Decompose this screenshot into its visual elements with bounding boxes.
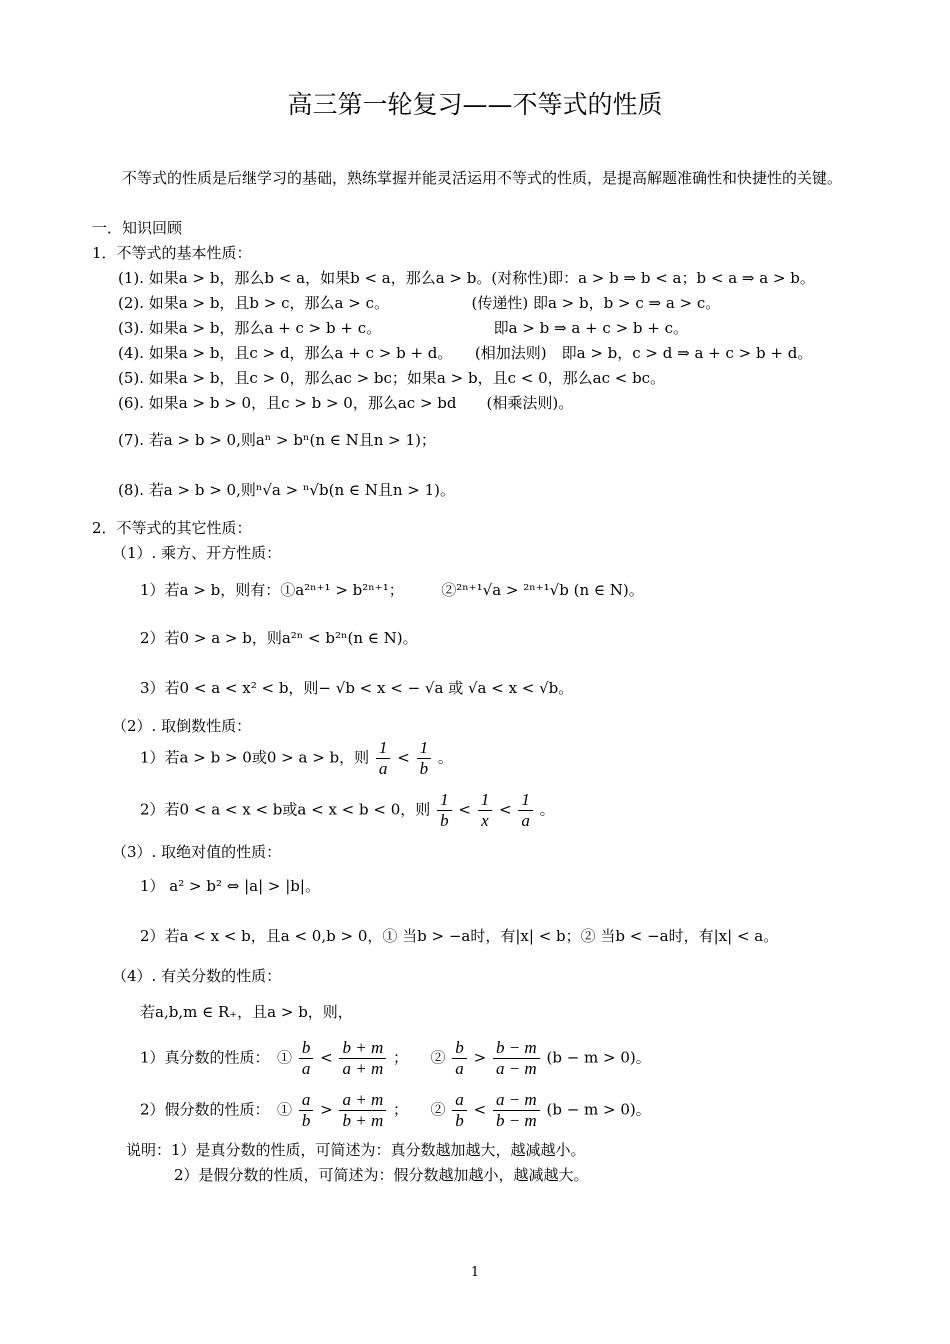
fraction: $\frac{1}{a}$ [376, 738, 391, 779]
fraction: $\frac{a}{b}$ [299, 1090, 314, 1131]
text: 1）真分数的性质： ① [140, 1048, 293, 1067]
power-root-3: 3）若0 < a < x² < b，则− √b < x < − √a 或 √a < x < √b。 [140, 679, 574, 697]
operator: < [397, 748, 410, 767]
fraction: $\frac{1}{x}$ [478, 790, 493, 831]
note-line-1: 说明：1）是真分数的性质，可简述为：真分数越加越大，越减越小。 [126, 1141, 586, 1159]
fraction: $\frac{a - m}{b - m}$ [493, 1090, 540, 1131]
property-1: (1). 如果a > b，那么b < a，如果b < a，那么a > b。(对称性)即：a > b ⇒ b < a；b < a ⇒ a > b。 [118, 269, 815, 287]
text: 2）假分数的性质： ① [140, 1100, 293, 1119]
text: (b − m > 0)。 [546, 1100, 651, 1119]
group-heading: （3）. 取绝对值的性质： [112, 843, 282, 861]
fraction: $\frac{b + m}{a + m}$ [339, 1038, 386, 1079]
reciprocal-2 [140, 790, 555, 831]
text: 。 [437, 748, 453, 767]
power-root-2: 2）若0 > a > b，则a²ⁿ < b²ⁿ(n ∈ N)。 [140, 629, 418, 647]
intro-paragraph: 不等式的性质是后继学习的基础，熟练掌握并能灵活运用不等式的性质，是提高解题准确性和快捷性的关键。 [122, 169, 843, 187]
subsection-heading: 1．不等式的基本性质： [92, 244, 252, 262]
reciprocal-1 [140, 738, 453, 779]
operator: > [473, 1048, 487, 1067]
property-5: (5). 如果a > b，且c > 0，那么ac > bc；如果a > b，且c < 0，那么ac < bc。 [118, 369, 666, 387]
page-number: 1 [470, 1265, 480, 1280]
proper-fraction-property [140, 1038, 651, 1079]
fraction: $\frac{b}{a}$ [452, 1038, 467, 1079]
absolute-1: 1） a² > b² ⇔ |a| > |b|。 [140, 877, 320, 895]
text: ； ② [393, 1100, 446, 1119]
fraction: $\frac{1}{b}$ [417, 738, 432, 779]
property-3: (3). 如果a > b，那么a + c > b + c。 即a > b ⇒ a + c > b + c。 [118, 319, 689, 337]
absolute-2: 2）若a < x < b，且a < 0,b > 0，① 当b > −a时，有|x| < b；② 当b < −a时，有|x| < a。 [140, 927, 779, 945]
fraction: $\frac{b - m}{a - m}$ [493, 1038, 540, 1079]
group-heading: （1）. 乘方、开方性质： [112, 544, 282, 562]
section-heading: 一．知识回顾 [92, 219, 183, 237]
group-heading: （4）. 有关分数的性质： [112, 967, 282, 985]
fraction: $\frac{1}{b}$ [437, 790, 452, 831]
text: ； ② [393, 1048, 446, 1067]
property-6: (6). 如果a > b > 0，且c > b > 0，那么ac > bd (相乘法则)。 [118, 394, 574, 412]
fraction: $\frac{a}{b}$ [452, 1090, 467, 1131]
page-title: 高三第一轮复习——不等式的性质 [287, 90, 663, 119]
note-line-2: 2）是假分数的性质，可简述为：假分数越加越小，越减越大。 [174, 1166, 589, 1184]
operator: > [320, 1100, 333, 1119]
group-heading: （2）. 取倒数性质： [112, 717, 252, 735]
property-8: (8). 若a > b > 0,则ⁿ√a > ⁿ√b(n ∈ N且n > 1)。 [118, 481, 456, 499]
fraction-condition: 若a,b,m ∈ R₊，且a > b，则， [140, 1003, 353, 1021]
text: 2）若0 < a < x < b或a < x < b < 0，则 [140, 800, 431, 819]
text: 1）若a > b > 0或0 > a > b，则 [140, 748, 370, 767]
property-2: (2). 如果a > b，且b > c，那么a > c。 (传递性) 即a > b，b > c ⇒ a > c。 [118, 294, 721, 312]
fraction: $\frac{1}{a}$ [518, 790, 533, 831]
power-root-1: 1）若a > b，则有：①a²ⁿ⁺¹ > b²ⁿ⁺¹； ②²ⁿ⁺¹√a > ²ⁿ⁺¹√b (n ∈ N)。 [140, 581, 644, 599]
text: (b − m > 0)。 [546, 1048, 651, 1067]
operator: < [458, 800, 471, 819]
property-4: (4). 如果a > b，且c > d，那么a + c > b + d。 (相加法则) 即a > b，c > d ⇒ a + c > b + d。 [118, 344, 813, 362]
improper-fraction-property [140, 1090, 651, 1131]
text: 。 [539, 800, 555, 819]
operator: < [473, 1100, 487, 1119]
operator: < [320, 1048, 333, 1067]
fraction: $\frac{b}{a}$ [299, 1038, 314, 1079]
property-7: (7). 若a > b > 0,则aⁿ > bⁿ(n ∈ N且n > 1)； [118, 431, 436, 449]
operator: < [498, 800, 512, 819]
fraction: $\frac{a + m}{b + m}$ [339, 1090, 386, 1131]
subsection-heading: 2．不等式的其它性质： [92, 519, 252, 537]
